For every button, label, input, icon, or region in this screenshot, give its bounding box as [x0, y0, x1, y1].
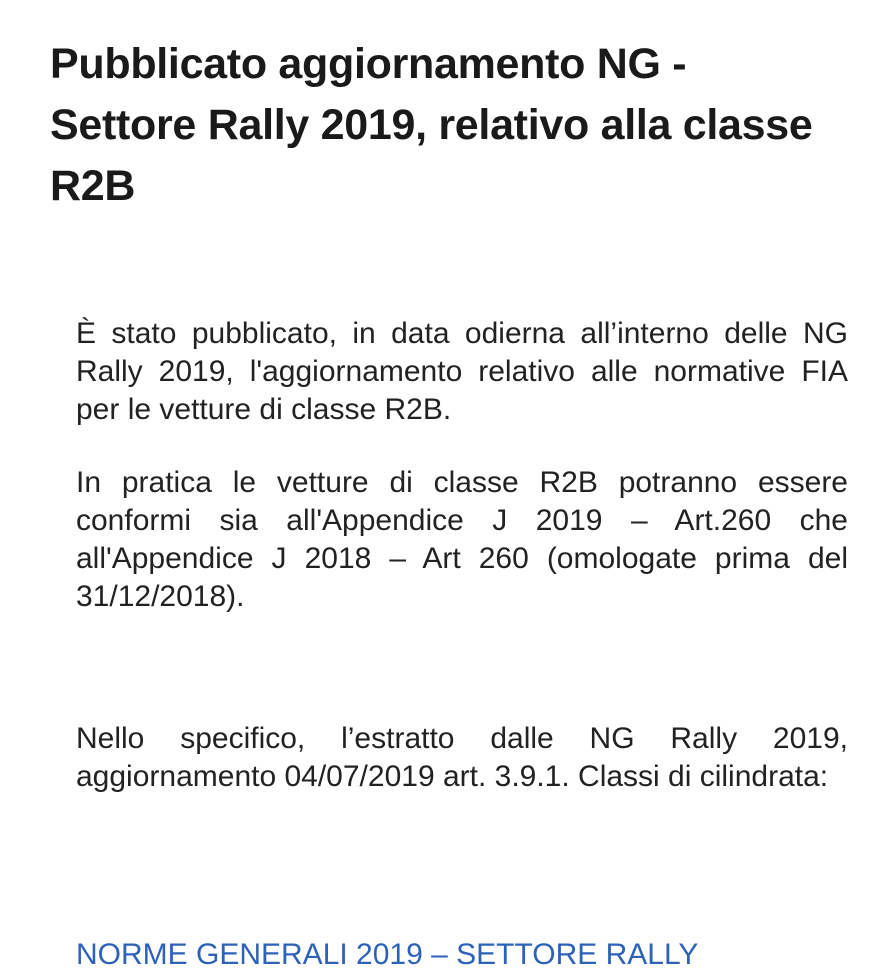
article-paragraph-conformity: In pratica le vetture di classe R2B potranno essere conformi sia all'Appendice J 2019 – Art.260 che all'Appendice J 2018 – Art 260 (omologate prima del 31/12/2018).	[76, 466, 848, 613]
norme-generali-link[interactable]: NORME GENERALI 2019 – SETTORE RALLY	[76, 938, 699, 971]
article-title: Pubblicato aggiornamento NG - Settore Rally 2019, relativo alla classe R2B	[50, 40, 813, 210]
article-paragraph-extract: Nello specifico, l’estratto dalle NG Rally 2019, aggiornamento 04/07/2019 art. 3.9.1. Classi di cilindrata:	[76, 722, 848, 793]
article-paragraph-publication: È stato pubblicato, in data odierna all’interno delle NG Rally 2019, l'aggiornamento relativo alle normative FIA per le vetture di classe R2B.	[76, 317, 848, 426]
